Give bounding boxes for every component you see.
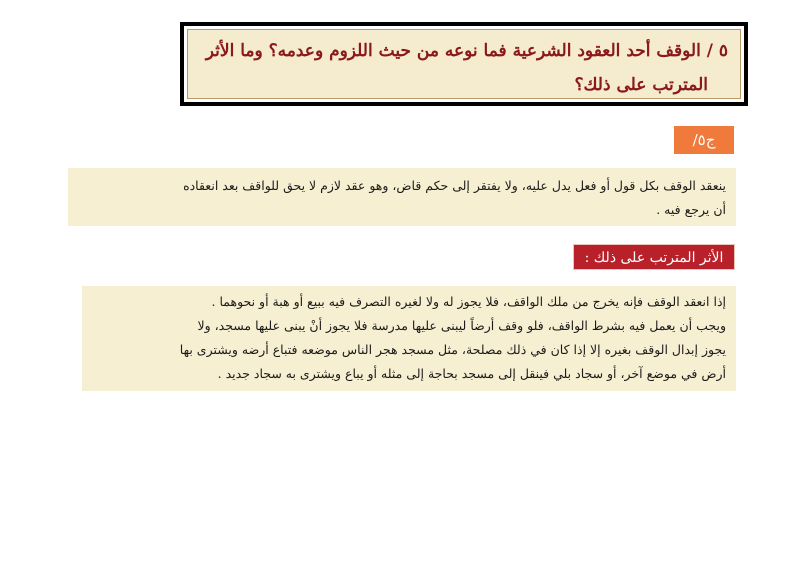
effect-paragraph [82, 286, 736, 391]
effect-line-1: إذا انعقد الوقف فإنه يخرج من ملك الواقف، فلا يجوز له ولا لغيره التصرف فيه ببيع أو هبة أو نحوهما . [211, 294, 726, 309]
question-text [187, 29, 741, 99]
answer-paragraph [68, 168, 736, 226]
effect-line-4: أرض في موضع آخر، أو سجاد بلي فينقل إلى مسجد بحاجة إلى مثله أو يباع ويشترى به سجاد جديد . [217, 366, 726, 381]
question-line-2: المترتب على ذلك؟ [574, 75, 708, 95]
effect-label: الأثر المترتب على ذلك : [573, 244, 735, 270]
answer-line-2: أن يرجع فيه . [656, 202, 726, 217]
effect-line-2: ويجب أن يعمل فيه بشرط الواقف، فلو وقف أرضاً ليبنى عليها مدرسة فلا يجوز أنْ يبنى عليها مسجد، ولا [197, 318, 726, 333]
question-box [180, 22, 748, 106]
answer-label: ج٥/ [674, 126, 734, 154]
question-line-1: ٥ / الوقف أحد العقود الشرعية فما نوعه من حيث اللزوم وعدمه؟ وما الأثر [205, 41, 728, 61]
answer-line-1: ينعقد الوقف بكل قول أو فعل يدل عليه، ولا يفتقر إلى حكم قاض، وهو عقد لازم لا يحق للواقف بعد انعقاده [183, 178, 726, 193]
effect-line-3: يجوز إبدال الوقف بغيره إلا إذا كان في ذلك مصلحة، مثل مسجد هجر الناس موضعه فتباع أرضه ويشترى بها [179, 342, 726, 357]
